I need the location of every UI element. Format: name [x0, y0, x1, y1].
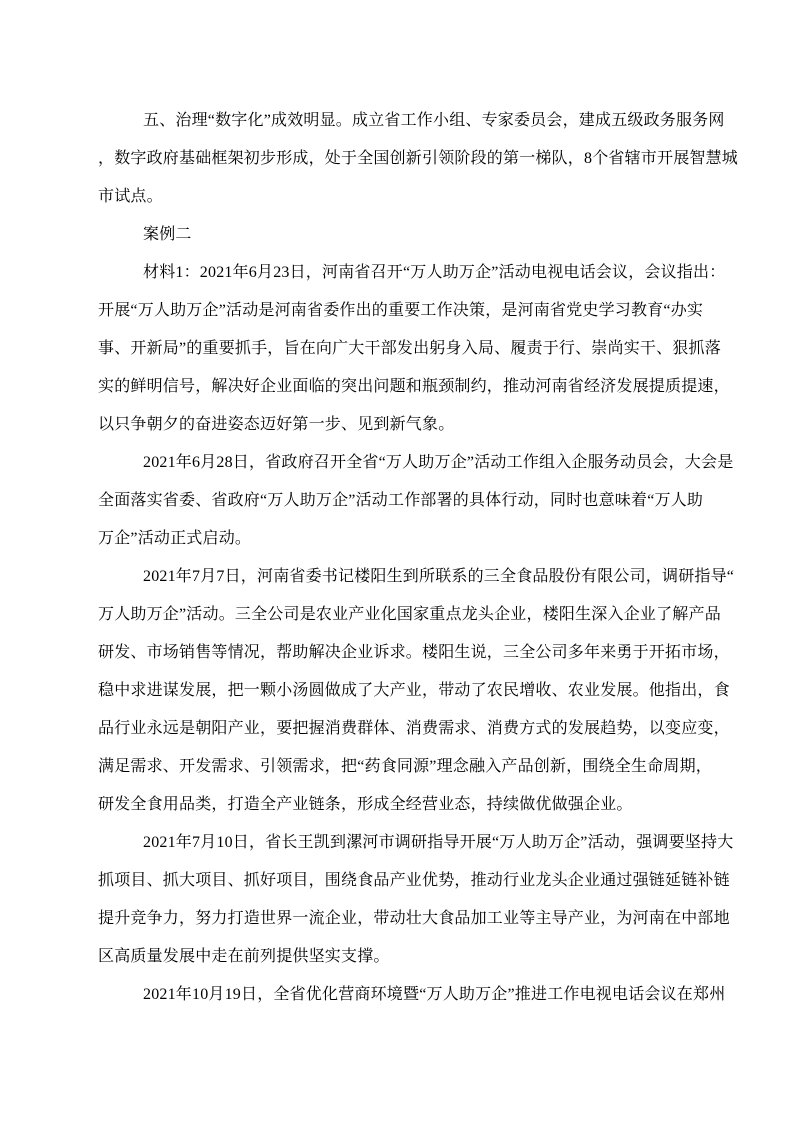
text-line: 研发全食用品类，打造全产业链条，形成全经营业态，持续做优做强企业。 [98, 796, 633, 813]
text-line: 满足需求、开发需求、引领需求，把“药食同源”理念融入产品创新，围绕全生命周期， [98, 758, 713, 775]
text-line: 实的鲜明信号，解决好企业面临的突出问题和瓶颈制约，推动河南省经济发展提质提速， [98, 378, 730, 395]
text-line: 万企”活动正式启动。 [98, 530, 252, 547]
text-line: 五、治理“数字化”成效明显。成立省工作小组、专家委员会，建成五级政务服务网 [143, 112, 725, 129]
text-line: 区高质量发展中走在前列提供坚实支撑。 [98, 948, 390, 965]
text-line: 稳中求进谋发展，把一颗小汤圆做成了大产业，带动了农民增收、农业发展。他指出，食 [98, 682, 730, 699]
text-line: 市试点。 [98, 188, 163, 205]
text-line: 材料1：2021年6月23日，河南省召开“万人助万企”活动电视电话会议，会议指出： [143, 264, 726, 281]
text-line: 2021年7月10日，省长王凯到漯河市调研指导开展“万人助万企”活动，强调要坚持大 [143, 834, 734, 851]
text-line: 万人助万企”活动。三全公司是农业产业化国家重点龙头企业，楼阳生深入企业了解产品 [98, 606, 721, 623]
text-line: ，数字政府基础框架初步形成，处于全国创新引领阶段的第一梯队，8个省辖市开展智慧城 [98, 150, 739, 167]
text-line: 抓项目、抓大项目、抓好项目，围绕食品产业优势，推动行业龙头企业通过强链延链补链 [98, 872, 730, 889]
text-line: 事、开新局”的重要抓手，旨在向广大干部发出躬身入局、履责于行、崇尚实干、狠抓落 [98, 340, 721, 357]
text-line: 以只争朝夕的奋进姿态迈好第一步、见到新气象。 [98, 416, 455, 433]
text-line: 开展“万人助万企”活动是河南省委作出的重要工作决策，是河南省党史学习教育“办实 [98, 302, 704, 319]
text-line: 全面落实省委、省政府“万人助万企”活动工作部署的具体行动，同时也意味着“万人助 [98, 492, 704, 509]
document-body [98, 102, 739, 1014]
text-line: 提升竞争力，努力打造世界一流企业，带动壮大食品加工业等主导产业，为河南在中部地 [98, 910, 730, 927]
text-line: 研发、市场销售等情况，帮助解决企业诉求。楼阳生说，三全公司多年来勇于开拓市场， [98, 644, 730, 661]
text-line: 2021年7月7日，河南省委书记楼阳生到所联系的三全食品股份有限公司，调研指导“ [143, 568, 735, 585]
text-line: 2021年10月19日，全省优化营商环境暨“万人助万企”推进工作电视电话会议在郑州 [143, 986, 726, 1003]
text-line: 品行业永远是朝阳产业，要把握消费群体、消费需求、消费方式的发展趋势，以变应变， [98, 720, 730, 737]
section-heading-line: 案例二 [143, 226, 192, 243]
text-line: 2021年6月28日，省政府召开全省“万人助万企”活动工作组入企服务动员会，大会是 [143, 454, 734, 471]
